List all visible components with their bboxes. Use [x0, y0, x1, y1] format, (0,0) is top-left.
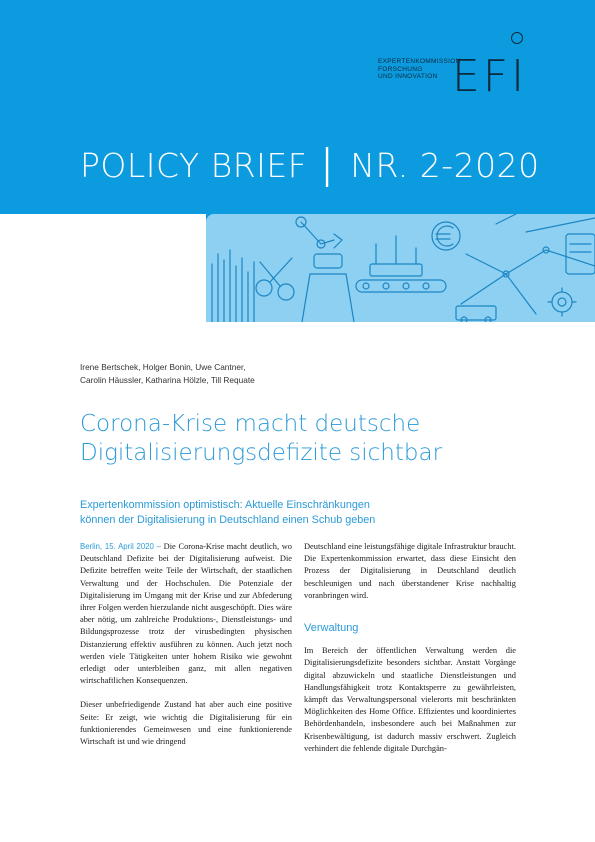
main-headline: Corona-Krise macht deutsche Digitalisierungsdefizite sichtbar	[80, 411, 443, 466]
paragraph: Deutschland eine leistungsfähige digitale Infrastruktur braucht. Die Expertenkommission erwartet, dass diese Einsicht den Prozess der Digitalisierung in Deutschland deutlich beschleunigen und nach überstandener Krise nachhaltig voranbringen wird.	[304, 542, 516, 600]
efi-wordmark: EFI	[452, 51, 528, 102]
dateline: Berlin, 15. April 2020 –	[80, 542, 161, 551]
efi-org-name: EXPERTENKOMMISSION FORSCHUNG UND INNOVATION	[378, 58, 461, 80]
digitalization-illustration	[206, 214, 595, 322]
efi-logo	[378, 30, 538, 105]
paragraph-intro: Berlin, 15. April 2020 – Die Corona-Krise macht deutlich, wo Deutschland Defizite bei der Digitalisierung aufweist. Die Defizite betreffen weite Teile der Wirtschaft, der staatlichen Verwaltung und der Hochschulen. Die Potenziale der Digitalisierung im Umgang mit der Krise und zur Abfederung ihrer Folgen werden hierzulande nicht ausgeschöpft. Dies wäre aber nötig, um zahlreiche Produktions-, Dienstleistungs- und Bildungsprozesse trotz der virusbedingten physischen Distanzierung effektiv ausführen zu können. Auch jetzt noch werden viele Tätigkeiten unter hohem Risiko wie gewohnt erledigt oder unterbleiben ganz, mit allen negativen wirtschaftlichen Konsequenzen.	[80, 542, 292, 686]
section-heading: Verwaltung	[304, 622, 359, 635]
author-list: Irene Bertschek, Holger Bonin, Uwe Cantner, Carolin Häussler, Katharina Hölzle, Till Requate	[80, 362, 255, 385]
efi-ring-icon	[511, 32, 523, 44]
body-column-left	[80, 541, 292, 760]
paragraph: Im Bereich der öffentlichen Verwaltung werden die Digitalisierungsdefizite besonders sichtbar. Anstatt Vorgänge digital abzuwickeln und staatliche Dienstleistungen und Handlungsfähigkeit trotz Kontaktsperre zu gewährleisten, kämpft das Verwaltungspersonal vielerorts mit beschränkten Möglichkeiten des Home Office. Effizientes und koordiniertes Behördenhandeln, insbesondere auch bei Maßnahmen zur Krisenbewältigung, ist dadurch massiv erschwert. Zugleich verhindert die fehlende digitale Durchgän-	[304, 646, 516, 753]
subheadline: Expertenkommission optimistisch: Aktuelle Einschränkungen können der Digitalisierung in Deutschland einen Schub geben	[80, 499, 376, 526]
header-banner	[0, 0, 595, 268]
body-column-right	[304, 541, 516, 767]
paragraph: Dieser unbefriedigende Zustand hat aber auch eine positive Seite: Er zeigt, wie wichtig die Digitalisierung für ein funktionierendes Gemeinwesen und eine funktionierende Wirtschaft ist und wie dringend	[80, 700, 292, 747]
policy-brief-title: POLICY BRIEF │ NR. 2-2020	[80, 146, 540, 185]
